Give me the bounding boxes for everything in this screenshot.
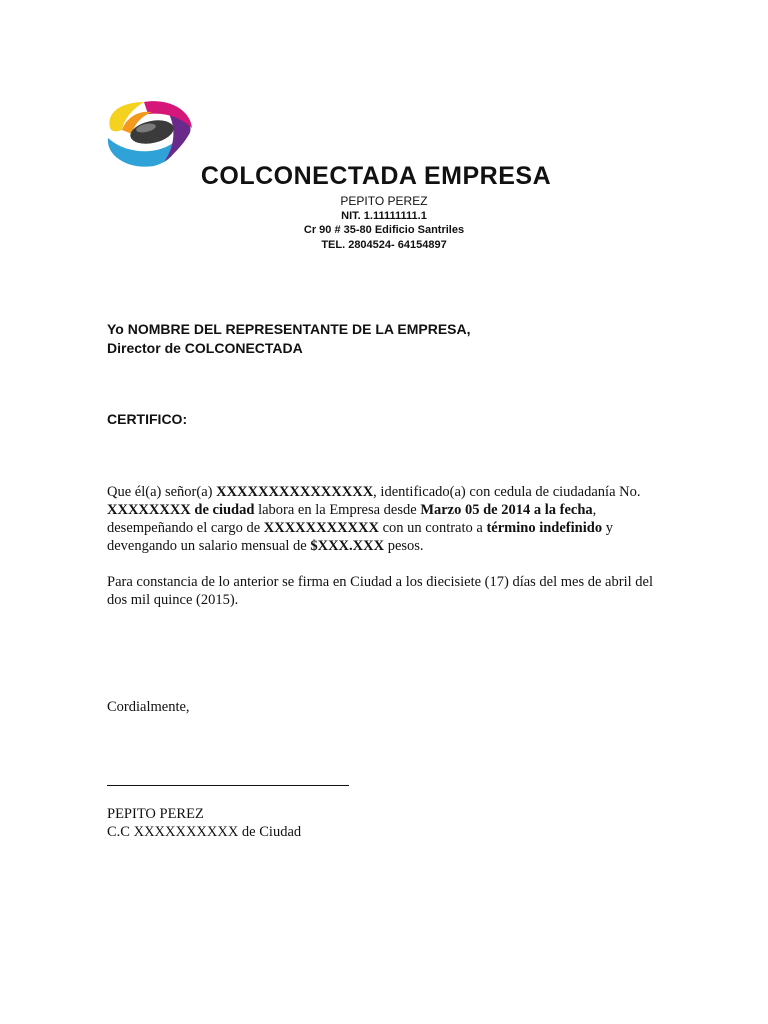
p1-text-3: labora en la Empresa desde [254, 502, 421, 518]
certifico-heading: CERTIFICO: [107, 411, 188, 427]
company-name: COLCONECTADA EMPRESA [200, 162, 552, 190]
header-representative-name: PEPITO PEREZ [340, 194, 428, 208]
signing-paragraph: Para constancia de lo anterior se firma en Ciudad a los diecisiete (17) días del mes de abril del dos mil quince (2015). [107, 574, 653, 608]
p1-worker-name: XXXXXXXXXXXXXXX [216, 484, 374, 500]
p1-salary: $XXX.XXX [310, 538, 385, 554]
intro-line-2: Director de COLCONECTADA [107, 340, 303, 356]
p1-position: XXXXXXXXXXX [263, 520, 379, 536]
closing-salutation: Cordialmente, [107, 699, 190, 715]
p1-text-7: pesos. [384, 538, 424, 554]
p1-text-6: y devengando un salario mensual de [107, 520, 613, 554]
intro-line-1: Yo NOMBRE DEL REPRESENTANTE DE LA EMPRESA, [107, 321, 471, 337]
certification-paragraph [107, 483, 667, 555]
p1-contract-type: término indefinido [486, 520, 603, 536]
header-nit: NIT. 1.11111111.1 [341, 210, 427, 222]
header-address: Cr 90 # 35-80 Edificio Santriles [303, 224, 465, 236]
p1-id-number: XXXXXXXX de ciudad [107, 502, 255, 518]
p1-text-1: Que él(a) señor(a) [107, 484, 217, 500]
company-logo [104, 98, 196, 170]
p1-text-2: , identificado(a) con cedula de ciudadanía No. [373, 484, 641, 500]
p1-start-date: Marzo 05 de 2014 a la fecha [420, 502, 593, 518]
p1-text-4: , desempeñando el cargo de [107, 502, 597, 536]
signature-name: PEPITO PEREZ [107, 806, 204, 822]
signature-id: C.C XXXXXXXXXX de Ciudad [107, 824, 302, 840]
header-phone: TEL. 2804524- 64154897 [321, 239, 447, 251]
p1-text-5: con un contrato a [378, 520, 487, 536]
signature-line [107, 785, 349, 786]
